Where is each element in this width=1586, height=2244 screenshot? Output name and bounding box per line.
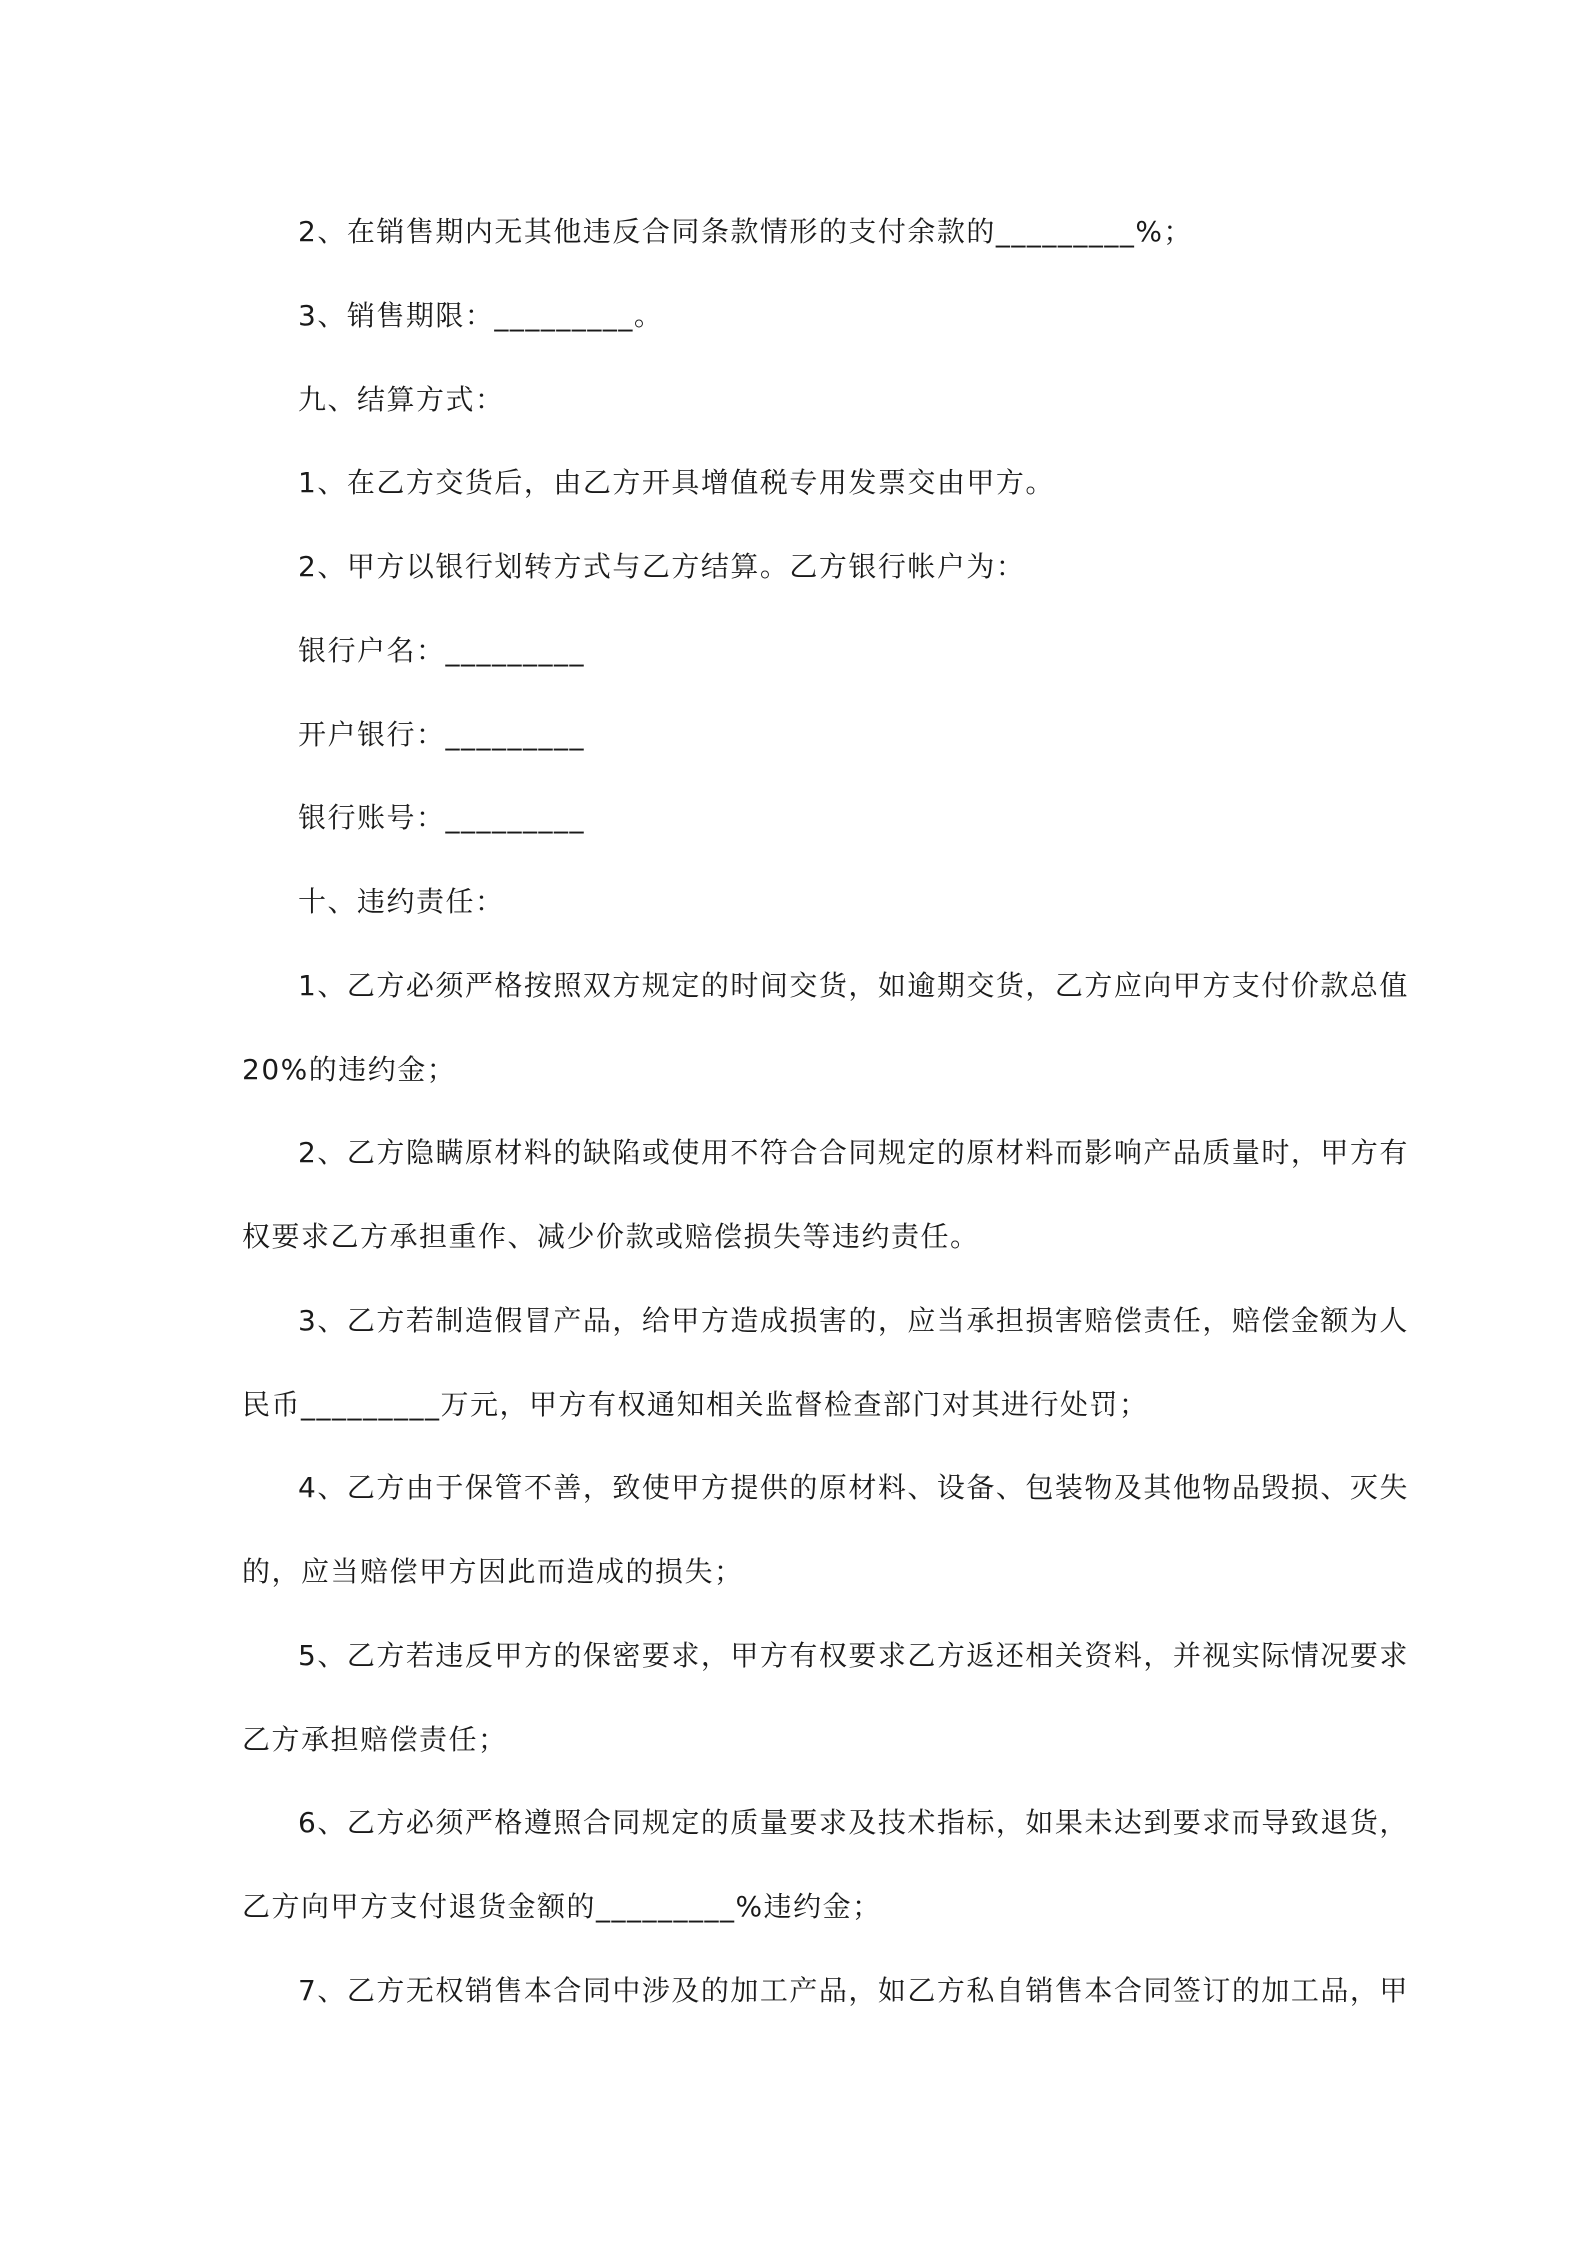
- section-heading-liability: 十、违约责任：: [298, 885, 505, 918]
- clause-8-2: 2、在销售期内无其他违反合同条款情形的支付余款的_________%；: [298, 215, 1193, 248]
- clause-10-2-cont: 权要求乙方承担重作、减少价款或赔偿损失等违约责任。: [242, 1220, 980, 1253]
- clause-10-6: 6、乙方必须严格遵照合同规定的质量要求及技术指标，如果未达到要求而导致退货，: [298, 1806, 1409, 1839]
- clause-9-1: 1、在乙方交货后，由乙方开具增值税专用发票交由甲方。: [298, 466, 1055, 499]
- clause-10-2: 2、乙方隐瞒原材料的缺陷或使用不符合合同规定的原材料而影响产品质量时，甲方有: [298, 1136, 1409, 1169]
- clause-10-1-cont: 20%的违约金；: [242, 1053, 457, 1086]
- clause-10-7: 7、乙方无权销售本合同中涉及的加工产品，如乙方私自销售本合同签订的加工品，甲: [298, 1974, 1409, 2007]
- clause-10-5: 5、乙方若违反甲方的保密要求，甲方有权要求乙方返还相关资料，并视实际情况要求: [298, 1639, 1409, 1672]
- clause-10-3-cont: 民币_________万元，甲方有权通知相关监督检查部门对其进行处罚；: [242, 1388, 1149, 1421]
- clause-10-4: 4、乙方由于保管不善，致使甲方提供的原材料、设备、包装物及其他物品毁损、灭失: [298, 1471, 1409, 1504]
- bank-name: 开户银行：_________: [298, 718, 586, 751]
- clause-10-3: 3、乙方若制造假冒产品，给甲方造成损害的，应当承担损害赔偿责任，赔偿金额为人: [298, 1304, 1409, 1337]
- section-heading-settlement: 九、结算方式：: [298, 383, 505, 416]
- clause-9-2: 2、甲方以银行划转方式与乙方结算。乙方银行帐户为：: [298, 550, 1026, 583]
- clause-10-1: 1、乙方必须严格按照双方规定的时间交货，如逾期交货，乙方应向甲方支付价款总值: [298, 969, 1409, 1002]
- bank-account-name: 银行户名：_________: [298, 634, 586, 667]
- clause-10-4-cont: 的，应当赔偿甲方因此而造成的损失；: [242, 1555, 744, 1588]
- clause-8-3: 3、销售期限：_________。: [298, 299, 664, 332]
- clause-10-5-cont: 乙方承担赔偿责任；: [242, 1723, 508, 1756]
- bank-account-number: 银行账号：_________: [298, 801, 586, 834]
- clause-10-6-cont: 乙方向甲方支付退货金额的_________%违约金；: [242, 1890, 882, 1923]
